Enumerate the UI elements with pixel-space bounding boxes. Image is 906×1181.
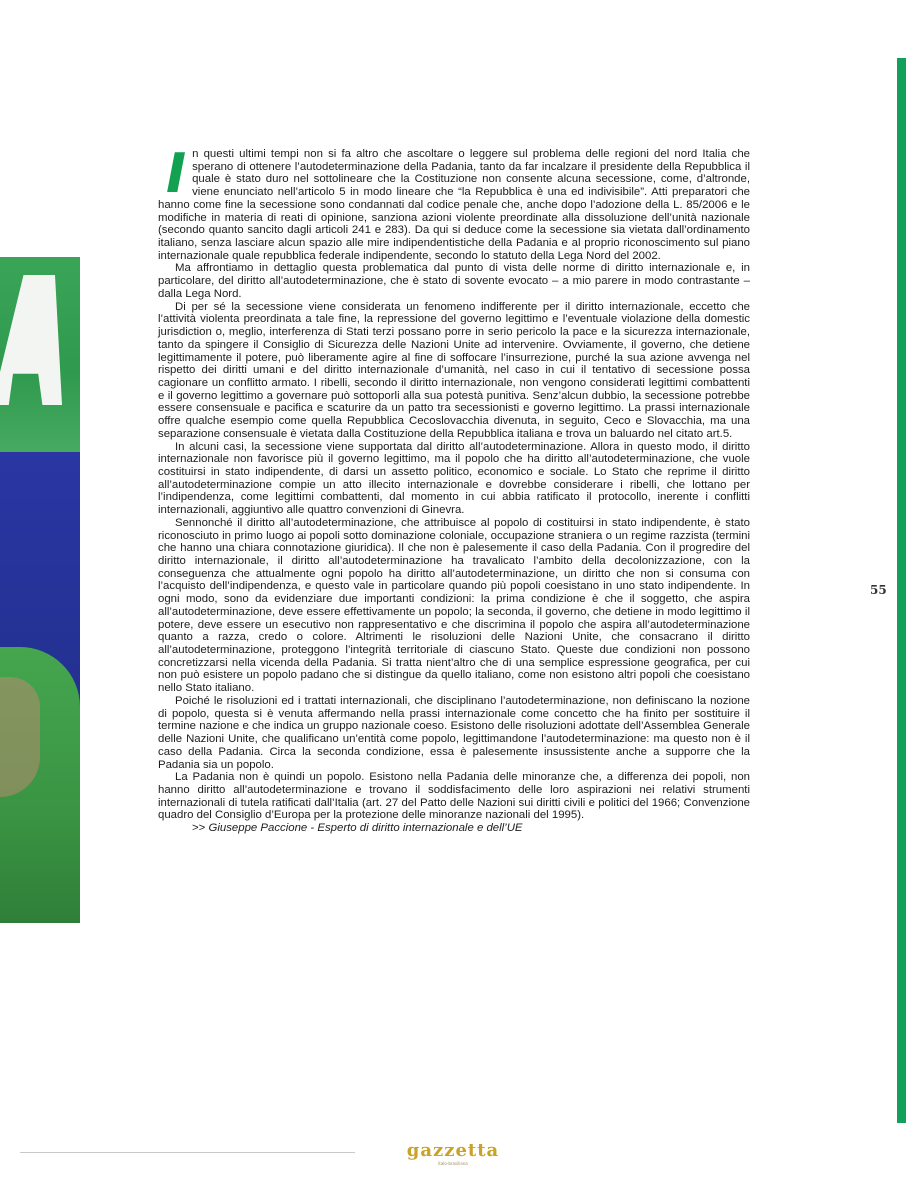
logo-wordmark: gazzetta [406,1140,500,1161]
paragraph-6: Poiché le risoluzioni ed i trattati internazionali, che disciplinano l’autodeterminazione, non definiscano la nozione di popolo, questa si è venuta affermando nella prassi internazionale come concetto che ha finito per sostituire il termine nazione e che indica un gruppo nazionale coeso. Esistono delle risoluzioni adottate dell’Assemblea Generale delle Nazioni Unite, che qualificano un’entità come popolo, legittimandone l’autodeterminazione: ma questo non è il caso della Padania. Circa la seconda condizione, essa è palesemente insussistente anche a supporre che la Padania sia un popolo. [158,694,750,771]
paragraph-2: Ma affrontiamo in dettaglio questa problematica dal punto di vista delle norme di diritto internazionale e, in particolare, del diritto all’autodeterminazione, che è stato di sovente evocato – a mio parere in modo contrastante – dalla Lega Nord. [158,262,750,300]
logo-subtext: italo-brasiliana [438,1161,468,1166]
paragraph-4: In alcuni casi, la secessione viene supportata dal diritto all’autodeterminazione. Allora in questo modo, il diritto internazionale non favorisce più il governo legittimo, ma il popolo che ha diritto all’autodeterminazione, che vuole costituirsi in stato indipendente, di darsi un assetto politico, economico e sociale. Lo Stato che reprime il diritto all’autodeterminazione compie un atto illecito internazionale e dovrebbe considerare i ribelli, che lottano per l’indipendenza, come legittimi combattenti, dal momento in cui abbia ratificato il protocollo, inerente i conflitti internazionali, aggiuntivo alle quattro convenzioni di Ginevra. [158,440,750,517]
footer-rule [20,1152,355,1153]
side-photo [0,257,80,923]
page-number: 55 [870,583,887,597]
paragraph-1 [158,142,750,262]
accent-bar [897,58,906,1123]
paragraph-1-text: n questi ultimi tempi non si fa altro che ascoltare o leggere sul problema delle regioni del nord Italia che sperano di ottenere l’autodeterminazione della Padania, tanto da far incalzare il presidente della Repubblica il quale è stato duro nel sottolineare che la Costituzione non consente alcuna secessione, come, d’altronde, viene enunciato nell’articolo 5 in modo lineare che “la Repubblica è una ed indivisibile”. Atti preparatori che hanno come fine la secessione sono condannati dal codice penale che, anche dopo l’adozione della L. 85/2006 e le modifiche in materia di reati di opinione, sanziona azioni violente preordinate alla dissoluzione dell’unità nazionale (secondo quanto sancito dagli articoli 241 e 283). Da qui si deduce come la secessione sia vietata dall’ordinamento italiano, senza lasciare alcun spazio alle mire indipendentistiche della Padania e al proprio riconoscimento sul piano internazionale quale repubblica federale indipendente, secondo lo statuto della Lega Nord del 2002. [158,148,750,262]
paragraph-7: La Padania non è quindi un popolo. Esistono nella Padania delle minoranze che, a differenza dei popoli, non hanno diritto all’autodeterminazione e trovano il soddisfacimento delle loro aspirazioni nei relativi strumenti internazionali di tutela ratificati dall’Italia (art. 27 del Patto delle Nazioni sui diritti civili e politici del 1966; Convenzione quadro del Consiglio d’Europa per la protezione delle minoranze nazionali del 1995). [158,771,750,822]
paragraph-5: Sennonché il diritto all’autodeterminazione, che attribuisce al popolo di costituirsi in stato indipendente, è stato riconosciuto in primo luogo ai popoli sotto dominazione coloniale, occupazione straniera o un regime razzista (termini che hanno una chiara connotazione giuridica). Il che non è palesemente il caso della Padania. Con il progredire del diritto internazionale, il diritto all’autodeterminazione ha travalicato l’ambito della decolonizzazione, con la conseguenza che attualmente ogni popolo ha diritto all’autodeterminazione, un diritto che non si consuma con l’acquisto dell’indipendenza, e questo vale in particolare quando più popoli coesistano in uno stato indipendente. In ogni modo, sono da evidenziare due importanti condizioni: la prima condizione è che il soggetto, che aspira all’autodeterminazione, deve essere effettivamente un popolo; la seconda, il governo, che detiene in modo legittimo il potere, deve essere un esecutivo non rappresentativo e che discrimina il popolo che aspira all’autodeterminazione quanto a razza, credo o colore. Altrimenti le risoluzioni delle Nazioni Unite, che consacrano il diritto all’autodeterminazione, proteggono l’integrità territoriale di ciascuno Stato. Queste due condizioni non possono concretizzarsi nella vicenda della Padania. Si tratta nient’altro che di una semplice espressione geografica, per cui non può esistere un popolo padano che si distingue da quello italiano, come non esistono altri popoli che coesistano nello Stato italiano. [158,516,750,695]
signature-prefix: >> [192,822,206,835]
gazzetta-logo [397,1141,509,1166]
signature-text: Giuseppe Paccione - Esperto di diritto internazionale e dell’UE [208,822,523,835]
article-body [158,142,750,835]
author-signature [158,822,750,835]
drop-cap: I [166,142,187,205]
paragraph-3: Di per sé la secessione viene considerata un fenomeno indifferente per il diritto internazionale, eccetto che l’attività violenta preordinata a tale fine, la repressione del governo legittimo e l’eventuale violazione della domestic jurisdiction o, meglio, interferenza di Stati terzi possano porre in serio pericolo la pace e la sicurezza internazionale, tanto da spingere il Consiglio di Sicurezza delle Nazioni Unite ad intervenire. Ovviamente, il governo, che detiene legittimamente il potere, può liberamente agire al fine di soffocare l’insurrezione, purché la sua azione avvenga nel rispetto dei diritti umani e del diritto internazionale d’umanità, nel caso in cui il tentativo di secessione possa cagionare un conflitto armato. I ribelli, secondo il diritto internazionale, non vengono considerati legittimi combattenti e il governo legittimo a governare può sottoporli alla sua potestà punitiva. Senz’alcun dubbio, la secessione potrebbe essere consensuale e pacifica e scaturire da un patto tra secessionisti e governo legittimo. La prassi internazionale offre qualche esempio come quella Repubblica Cecoslovacchia divenuta, in seguito, Ceco e Slovacchia, ma una separazione consensuale è vietata dalla Costituzione della Repubblica italiana e trova un baluardo nel citato art.5. [158,300,750,440]
